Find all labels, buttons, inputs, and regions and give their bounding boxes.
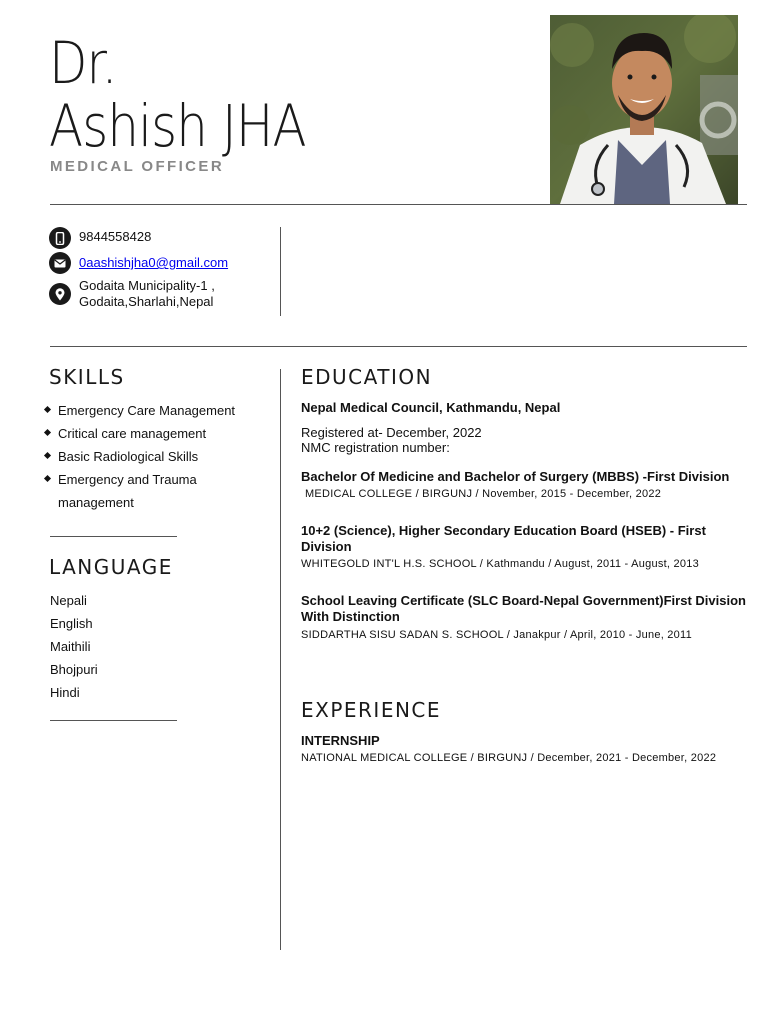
address-line-2: Godaita,Sharlahi,Nepal: [79, 294, 214, 309]
mail-icon: [49, 252, 71, 274]
language-heading: LANGUAGE: [49, 555, 173, 579]
experience-role: INTERNSHIP: [301, 733, 380, 748]
title-prefix: Dr.: [49, 29, 117, 97]
language-item: English: [50, 616, 93, 631]
experience-details: NATIONAL MEDICAL COLLEGE / BIRGUNJ / December, 2021 - December, 2022: [301, 752, 717, 764]
skill-item: Basic Radiological Skills: [49, 445, 249, 468]
skill-item: Critical care management: [49, 422, 249, 445]
skill-item: Emergency and Trauma management: [49, 468, 218, 514]
skill-item: Emergency Care Management: [49, 399, 249, 422]
education-details: SIDDARTHA SISU SADAN S. SCHOOL / Janakpur / April, 2010 - June, 2011: [301, 629, 692, 641]
email-link[interactable]: 0aashishjha0@gmail.com: [79, 255, 229, 270]
education-degree: Bachelor Of Medicine and Bachelor of Surgery (MBBS) -First Division: [301, 469, 730, 484]
column-divider: [280, 369, 281, 950]
contact-divider: [280, 227, 281, 316]
language-item: Maithili: [50, 639, 91, 654]
skills-list: [49, 399, 249, 514]
page-title: Ashish JHA: [49, 92, 306, 160]
education-details: WHITEGOLD INT'L H.S. SCHOOL / Kathmandu / August, 2011 - August, 2013: [301, 558, 700, 570]
profile-photo: [550, 15, 738, 204]
experience-heading: EXPERIENCE: [301, 698, 442, 722]
phone-icon: [49, 227, 71, 249]
address-line-1: Godaita Municipality-1 ,: [79, 278, 215, 293]
language-item: Nepali: [50, 593, 87, 608]
address: [79, 278, 215, 310]
nmc-registration: NMC registration number:: [301, 440, 450, 455]
skills-heading: SKILLS: [49, 365, 125, 389]
council-name: Nepal Medical Council, Kathmandu, Nepal: [301, 400, 561, 415]
skills-divider: [50, 536, 177, 537]
education-heading: EDUCATION: [301, 365, 433, 389]
language-item: Hindi: [50, 685, 80, 700]
language-divider: [50, 720, 177, 721]
language-item: Bhojpuri: [50, 662, 98, 677]
language-list: [50, 589, 98, 704]
education-details: MEDICAL COLLEGE / BIRGUNJ / November, 2015 - December, 2022: [305, 488, 662, 500]
phone-number: 9844558428: [79, 229, 152, 244]
location-pin-icon: [49, 283, 71, 305]
header-divider: [50, 204, 747, 205]
job-title: MEDICAL OFFICER: [50, 158, 225, 175]
education-degree: School Leaving Certificate (SLC Board-Nepal Government)First Division With Distinction: [301, 593, 746, 624]
registration-date: Registered at- December, 2022: [301, 425, 482, 440]
section-divider: [50, 346, 747, 347]
education-degree: 10+2 (Science), Higher Secondary Education Board (HSEB) - First Division: [301, 523, 706, 554]
